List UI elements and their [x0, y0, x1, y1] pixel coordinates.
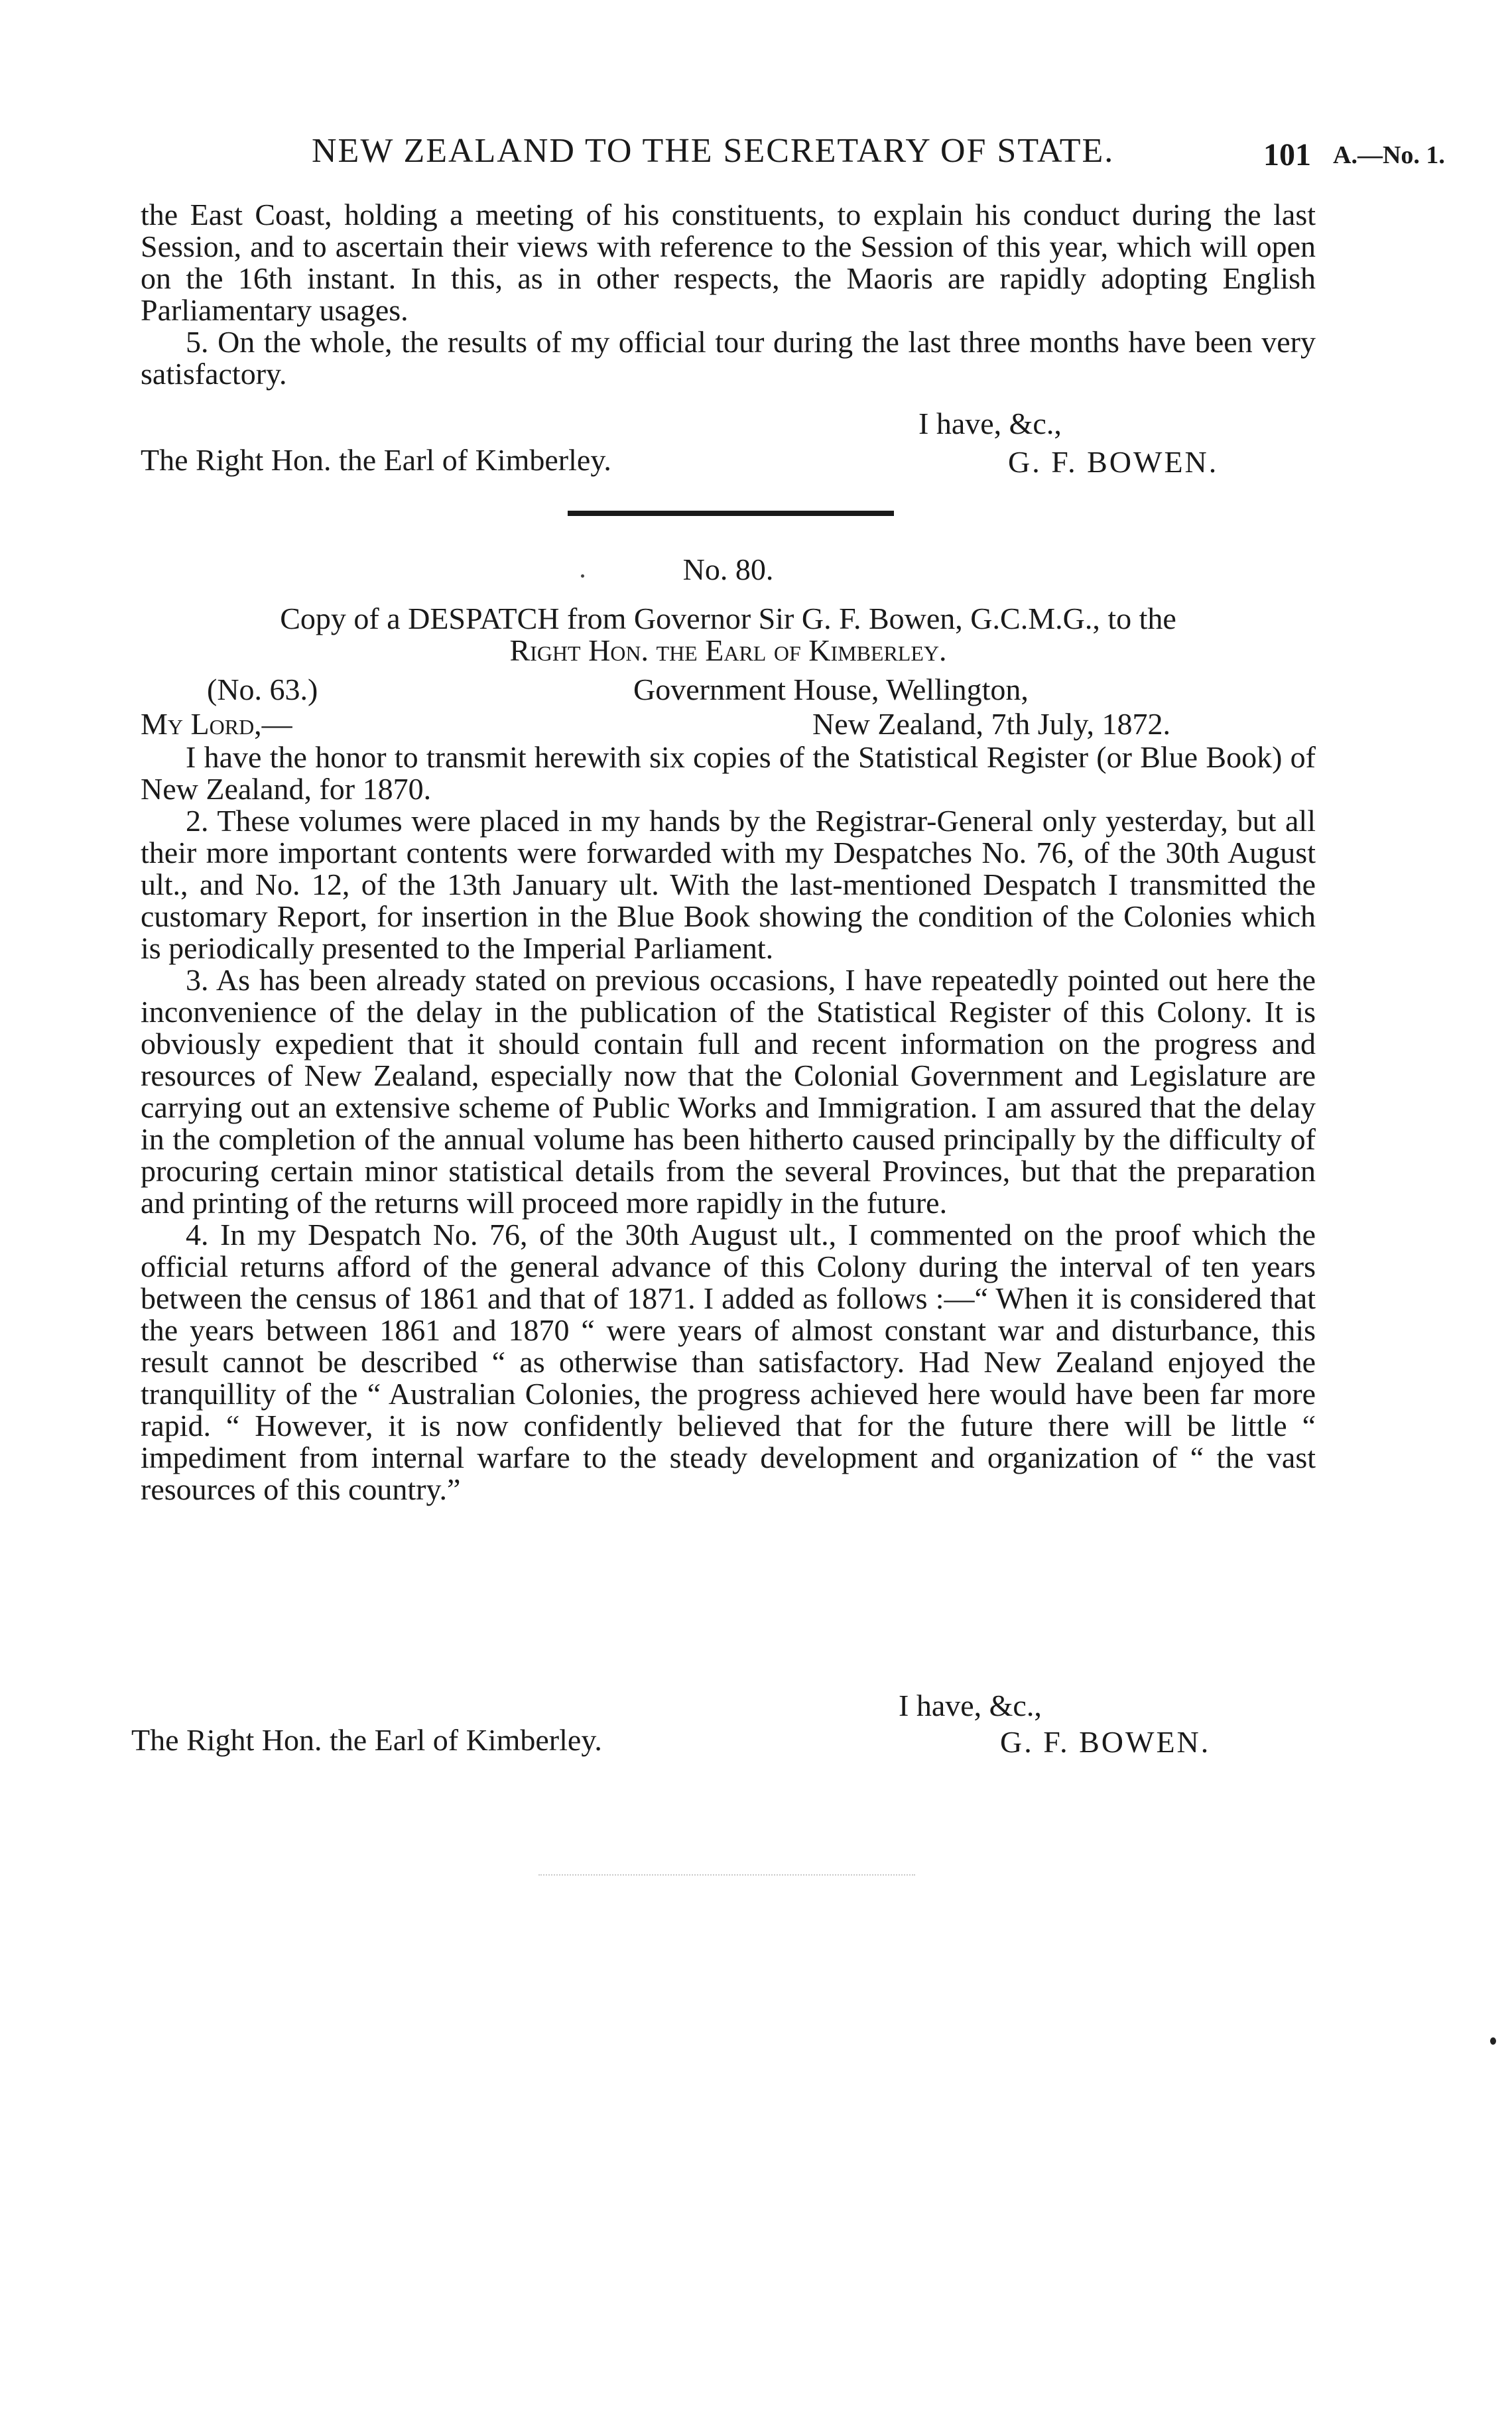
body-paragraph-1: I have the honor to transmit herewith six copies of the Statistical Register (or Blue Book) of New Zealand, for 1870.: [141, 740, 1316, 806]
despatch-number: No. 80.: [682, 552, 774, 586]
despatch-place: Government House, Wellington,: [633, 673, 1029, 706]
salutation: My Lord,—: [141, 707, 292, 741]
signature-2: G. F. BOWEN.: [1000, 1725, 1211, 1759]
faint-show-through-rule: [538, 1874, 915, 1876]
page-number: 101: [1263, 137, 1311, 172]
closing-1: I have, &c.,: [918, 407, 1062, 440]
despatch-date: New Zealand, 7th July, 1872.: [812, 707, 1170, 741]
body-paragraph-3: 3. As has been already stated on previous occasions, I have repeatedly pointed out here the inconvenience of the delay in the publication of the Statistical Register of this Colony. It is obviously expedient that it should contain full and recent information on the progress and resources of New Zealand, especially now that the Colonial Government and Legislature are carrying out an extensive scheme of Public Works and Immigration. I am assured that the delay in the completion of the annual volume has been hitherto caused principally by the difficulty of procuring certain minor statistical details from the several Provinces, but that the preparation and printing of the returns will proceed more rapidly in the future.: [141, 963, 1316, 1220]
running-head: NEW ZEALAND TO THE SECRETARY OF STATE.: [312, 132, 1115, 170]
body-paragraph-2: 2. These volumes were placed in my hands by the Registrar-General only yesterday, but all their more important contents were forwarded with my Despatches No. 76, of the 30th August ult., and No. 12, of the 13th January ult. With the last-mentioned Despatch I transmitted the customary Report, for insertion in the Blue Book showing the condition of the Colonies which is periodically presented to the Imperial Parliament.: [141, 804, 1316, 965]
despatch-ref-number: (No. 63.): [207, 673, 318, 706]
despatch-body: [141, 741, 1316, 1506]
document-reference: A.—No. 1.: [1333, 141, 1445, 169]
addressee-1: The Right Hon. the Earl of Kimberley.: [141, 443, 611, 477]
ink-speck: [1490, 2037, 1496, 2045]
closing-2: I have, &c.,: [899, 1689, 1042, 1722]
signature-1: G. F. BOWEN.: [1008, 445, 1219, 479]
body-paragraph-4: 4. In my Despatch No. 76, of the 30th August ult., I commented on the proof which the official returns afford of the general advance of this Colony during the interval of ten years between the census of 1861 and that of 1871. I added as follows :—“ When it is considered that the years between 1861 and 1870 “ were years of almost constant war and disturbance, this result cannot be described “ as otherwise than satisfactory. Had New Zealand enjoyed the tranquillity of the “ Australian Colonies, the progress achieved here would have been far more rapid. “ However, it is now confidently believed that for the future there will be little “ impediment from internal warfare to the steady development and organization of “ the vast resources of this country.”: [141, 1218, 1316, 1506]
section-divider: [568, 511, 894, 516]
paragraph-5: 5. On the whole, the results of my official tour during the last three months have been very satisfactory.: [141, 325, 1316, 391]
despatch-title-line-2: Right Hon. the Earl of Kimberley.: [509, 633, 947, 667]
continuation-text: [141, 199, 1316, 390]
addressee-2: The Right Hon. the Earl of Kimberley.: [131, 1723, 602, 1757]
continuation-paragraph: the East Coast, holding a meeting of his constituents, to explain his conduct during the last Session, and to ascertain their views with reference to the Session of this year, which will open on the 16th instant. In this, as in other respects, the Maoris are rapidly adopting English Parliamentary usages.: [141, 198, 1316, 327]
despatch-title-line-1: Copy of a DESPATCH from Governor Sir G. F. Bowen, G.C.M.G., to the: [280, 602, 1176, 635]
